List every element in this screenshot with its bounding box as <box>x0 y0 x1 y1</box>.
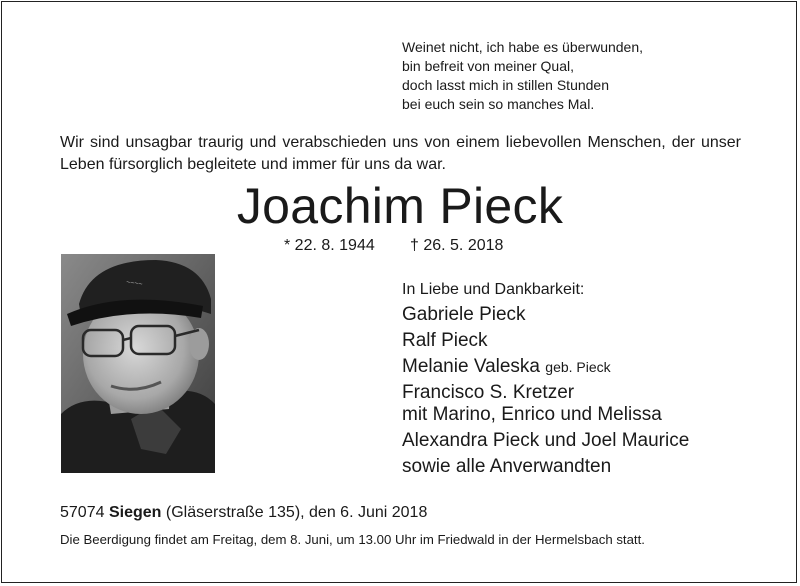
family-member-note: geb. Pieck <box>545 359 611 375</box>
poem-line: doch lasst mich in stillen Stunden <box>402 77 609 93</box>
city: Siegen <box>108 504 162 521</box>
family-member: Gabriele Pieck <box>402 304 526 325</box>
family-member-name: Melanie Valeska <box>402 356 541 377</box>
portrait-photo <box>61 254 215 473</box>
burial-info: Die Beerdigung findet am Freitag, dem 8. Juni, um 13.00 Uhr im Friedwald in der Hermelsbach statt. <box>60 532 645 547</box>
death-date: † 26. 5. 2018 <box>410 237 504 254</box>
family-member: Alexandra Pieck und Joel Maurice <box>402 430 690 451</box>
poem-line: bei euch sein so manches Mal. <box>402 96 595 112</box>
family-lead: In Liebe und Dankbarkeit: <box>402 281 585 298</box>
family-list <box>402 280 689 480</box>
location-line <box>60 503 427 523</box>
deceased-name: Joachim Pieck <box>236 178 564 234</box>
birth-date: * 22. 8. 1944 <box>284 237 375 254</box>
family-member: Francisco S. Kretzer <box>402 382 575 403</box>
svg-text:~~~~: ~~~~ <box>125 279 143 289</box>
intro-text: Wir sind unsagbar traurig und verabschieden uns von einem liebevollen Menschen, der unser Leben fürsorglich begleitete und immer für uns da war. <box>60 134 741 173</box>
poem-line: Weinet nicht, ich habe es überwunden, <box>402 39 644 55</box>
poem <box>402 38 643 114</box>
family-member: sowie alle Anverwandten <box>402 456 612 477</box>
family-member: Ralf Pieck <box>402 330 488 351</box>
zip-code: 57074 <box>60 504 105 521</box>
family-member: mit Marino, Enrico und Melissa <box>402 404 662 425</box>
address-date: (Gläserstraße 135), den 6. Juni 2018 <box>165 504 428 521</box>
family-member <box>402 354 689 380</box>
poem-line: bin befreit von meiner Qual, <box>402 58 574 74</box>
